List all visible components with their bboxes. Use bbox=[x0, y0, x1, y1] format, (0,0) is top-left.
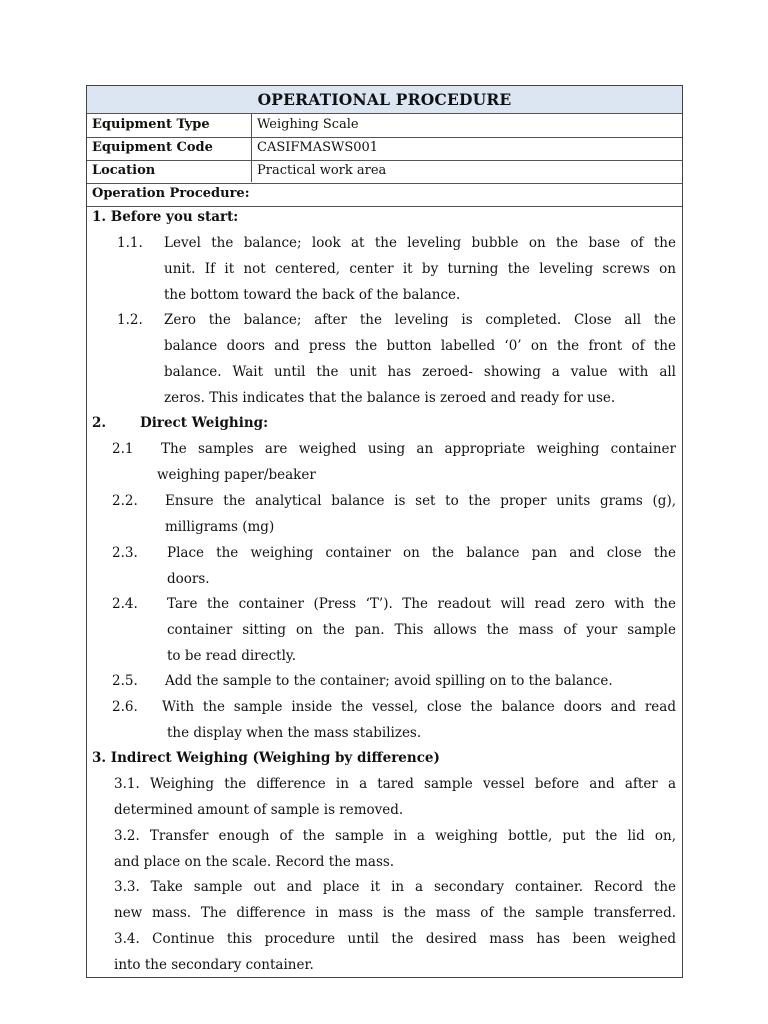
procedure-table bbox=[86, 85, 683, 978]
item-1-1-line: the bottom toward the back of the balance. bbox=[164, 287, 461, 303]
page-title: OPERATIONAL PROCEDURE bbox=[87, 86, 682, 114]
equipment-type-row bbox=[87, 114, 682, 138]
section-2-number: 2. bbox=[92, 415, 107, 431]
item-3-4-line: 3.4. Continue this procedure until the desired mass has been weighed bbox=[114, 931, 676, 947]
item-3-1-line: determined amount of sample is removed. bbox=[114, 802, 404, 818]
item-1-2-line: balance doors and press the button labelled ‘0’ on the front of the bbox=[164, 338, 676, 354]
item-3-1-line: 3.1. Weighing the difference in a tared sample vessel before and after a bbox=[114, 776, 676, 792]
equipment-code-label: Equipment Code bbox=[92, 140, 213, 155]
section-1-heading: 1. Before you start: bbox=[92, 209, 239, 225]
section-2-heading: Direct Weighing: bbox=[140, 415, 269, 431]
item-1-1-line: unit. If it not centered, center it by turning the leveling screws on bbox=[164, 261, 676, 277]
item-2-1-line: weighing paper/beaker bbox=[157, 467, 316, 483]
item-2-1-number: 2.1 bbox=[112, 441, 134, 457]
equipment-type-label: Equipment Type bbox=[92, 117, 210, 132]
item-3-2-line: 3.2. Transfer enough of the sample in a weighing bottle, put the lid on, bbox=[114, 828, 676, 844]
operation-procedure-row bbox=[87, 182, 682, 207]
item-2-2-line: milligrams (mg) bbox=[165, 519, 275, 535]
item-2-4-number: 2.4. bbox=[112, 596, 138, 612]
location-row bbox=[87, 160, 682, 184]
item-2-4-line: to be read directly. bbox=[167, 648, 297, 664]
equipment-type-value: Weighing Scale bbox=[257, 117, 359, 132]
location-label: Location bbox=[92, 163, 156, 178]
item-3-3-line: 3.3. Take sample out and place it in a secondary container. Record the bbox=[114, 879, 676, 895]
equipment-code-value: CASIFMASWS001 bbox=[257, 140, 379, 155]
item-2-6-line: the display when the mass stabilizes. bbox=[167, 725, 422, 741]
item-2-4-line: Tare the container (Press ‘T’). The readout will read zero with the bbox=[167, 596, 676, 612]
item-2-3-line: Place the weighing container on the balance pan and close the bbox=[167, 545, 676, 561]
column-divider bbox=[251, 113, 252, 182]
item-2-6-line: With the sample inside the vessel, close the balance doors and read bbox=[162, 699, 676, 715]
item-2-4-line: container sitting on the pan. This allows the mass of your sample bbox=[167, 622, 676, 638]
item-2-1-line: The samples are weighed using an appropriate weighing container bbox=[161, 441, 676, 457]
item-1-1-line: Level the balance; look at the leveling bubble on the base of the bbox=[164, 235, 676, 251]
item-2-6-number: 2.6. bbox=[112, 699, 138, 715]
item-2-3-line: doors. bbox=[167, 571, 210, 587]
item-1-2-number: 1.2. bbox=[117, 312, 143, 328]
item-2-5-line: Add the sample to the container; avoid spilling on to the balance. bbox=[165, 673, 613, 689]
item-1-1-number: 1.1. bbox=[117, 235, 143, 251]
item-3-4-line: into the secondary container. bbox=[114, 957, 314, 973]
equipment-code-row bbox=[87, 137, 682, 161]
item-2-2-number: 2.2. bbox=[112, 493, 138, 509]
item-2-2-line: Ensure the analytical balance is set to the proper units grams (g), bbox=[165, 493, 676, 509]
item-2-5-number: 2.5. bbox=[112, 673, 138, 689]
operation-procedure-label: Operation Procedure: bbox=[92, 186, 250, 201]
item-1-2-line: Zero the balance; after the leveling is completed. Close all the bbox=[164, 312, 676, 328]
item-1-2-line: zeros. This indicates that the balance is zeroed and ready for use. bbox=[164, 390, 616, 406]
item-3-3-line: new mass. The difference in mass is the mass of the sample transferred. bbox=[114, 905, 676, 921]
item-3-2-line: and place on the scale. Record the mass. bbox=[114, 854, 395, 870]
section-3-heading: 3. Indirect Weighing (Weighing by difference) bbox=[92, 750, 440, 766]
location-value: Practical work area bbox=[257, 163, 387, 178]
item-2-3-number: 2.3. bbox=[112, 545, 138, 561]
item-1-2-line: balance. Wait until the unit has zeroed- showing a value with all bbox=[164, 364, 676, 380]
